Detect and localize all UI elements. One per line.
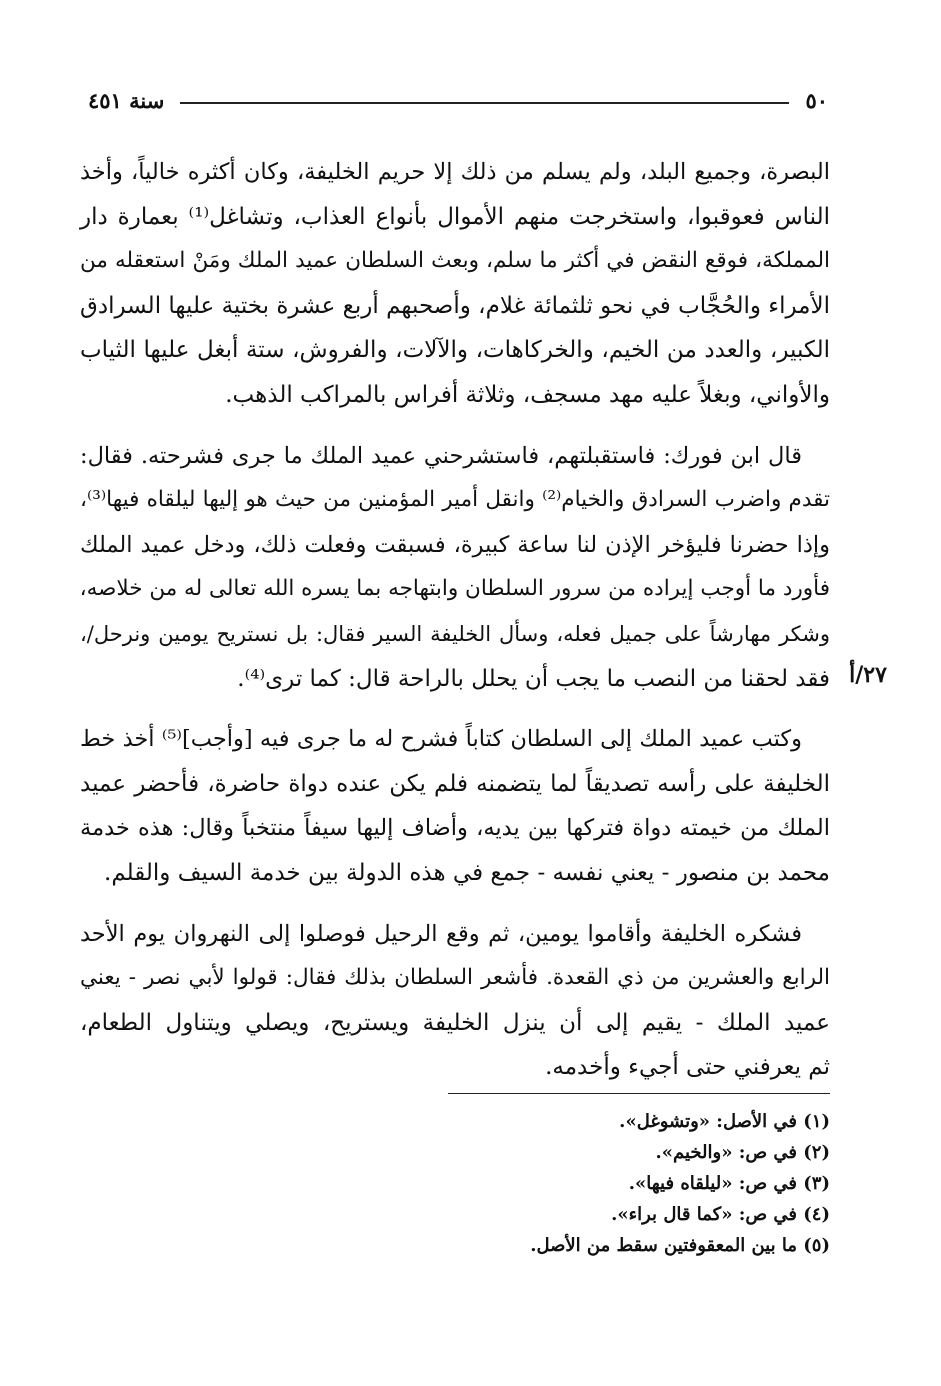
text-line: وشكر مهارشاً على جميل فعله، وسأل الخليفة السير فقال: بل نستريح يومين ونرحل/، xyxy=(80,621,830,646)
paragraph-2 xyxy=(80,434,830,702)
text-line: البصرة، وجميع البلد، ولم يسلم من ذلك إلا حريم الخليفة، وكان أكثره خالياً، وأخذ xyxy=(80,159,830,185)
text-line: والأواني، وبغلاً عليه مهد مسجف، وثلاثة أفراس بالمراكب الذهب. xyxy=(225,381,830,408)
page-number: ٥٠ xyxy=(805,87,828,113)
footnote: (٢) في ص: «والخيم». xyxy=(655,1142,830,1163)
text-line: المملكة، فوقع النقض في أكثر ما سلم، وبعث السلطان عميد الملك ومَنْ استعقله من xyxy=(80,248,830,274)
text-line: عميد الملك - يقيم إلى أن ينزل الخليفة ويستريح، ويصلي ويتناول الطعام، xyxy=(80,1009,830,1036)
text-line: ثم يعرفني حتى أجيء وأخدمه. xyxy=(545,1054,830,1081)
text-line: الأمراء والحُجَّاب في نحو ثلثمائة غلام، وأصحبهم أربع عشرة بختية عليها السرادق xyxy=(80,292,830,319)
text-line: الملك من خيمته دواة فتركها بين يديه، وأضاف إليها سيفاً منتخباً وقال: هذه خدمة xyxy=(80,815,830,842)
text-line: فشكره الخليفة وأقاموا يومين، ثم وقع الرحيل فوصلوا إلى النهروان يوم الأحد xyxy=(80,920,802,947)
text-line: وإذا حضرنا فليؤخر الإذن لنا ساعة كبيرة، فسبقت وفعلت ذلك، ودخل عميد الملك xyxy=(80,531,830,558)
folio-margin-note: ٢٧/أ xyxy=(849,662,887,688)
footnote: (٣) في ص: «ليلقاه فيها». xyxy=(628,1173,830,1194)
text-line: فقد لحقنا من النصب ما يجب أن يحلل بالراحة قال: كما ترى⁽⁴⁾. xyxy=(237,665,830,692)
footnotes xyxy=(400,1106,830,1261)
footnote: (٤) في ص: «كما قال براء». xyxy=(611,1204,830,1225)
footnote-divider xyxy=(448,1093,830,1094)
running-header xyxy=(88,84,828,116)
header-rule xyxy=(180,102,789,104)
paragraph-1 xyxy=(80,150,830,418)
footnote: (٥) ما بين المعقوفتين سقط من الأصل. xyxy=(530,1235,830,1256)
text-line: الخليفة على رأسه تصديقاً لما يتضمنه فلم يكن عنده دواة حاضرة، فأحضر عميد xyxy=(80,770,830,797)
header-year: سنة ٤٥١ xyxy=(88,87,165,113)
text-line: قال ابن فورك: فاستقبلتهم، فاستشرحني عميد الملك ما جرى فشرحته. فقال: xyxy=(80,442,802,469)
paragraph-4 xyxy=(80,912,830,1090)
text-line: الرابع والعشرين من ذي القعدة. فأشعر السلطان بذلك فقال: قولوا لأبي نصر - يعني xyxy=(80,965,830,991)
text-line: الناس فعوقبوا، واستخرجت منهم الأموال بأنواع العذاب، وتشاغل⁽¹⁾ بعمارة دار xyxy=(80,203,830,230)
text-line: الكبير، والعدد من الخيم، والخركاهات، والآلات، والفروش، ستة أبغل عليها الثياب xyxy=(80,337,830,364)
text-line: تقدم واضرب السرادق والخيام⁽²⁾ وانقل أمير المؤمنين من حيث هو إليها ليلقاه فيها⁽³⁾، xyxy=(80,487,831,513)
text-line: فأورد ما أوجب إيراده من سرور السلطان وابتهاجه بما يسره الله تعالى له من خلاصه، xyxy=(79,576,830,602)
paragraph-3 xyxy=(80,717,830,895)
main-text xyxy=(80,150,830,1106)
footnote: (١) في الأصل: «وتشوغل». xyxy=(619,1111,830,1132)
text-line: محمد بن منصور - يعني نفسه - جمع في هذه الدولة بين خدمة السيف والقلم. xyxy=(104,859,830,886)
text-line: وكتب عميد الملك إلى السلطان كتاباً فشرح له ما جرى فيه [وأجب]⁽⁵⁾ أخذ خط xyxy=(80,726,802,753)
